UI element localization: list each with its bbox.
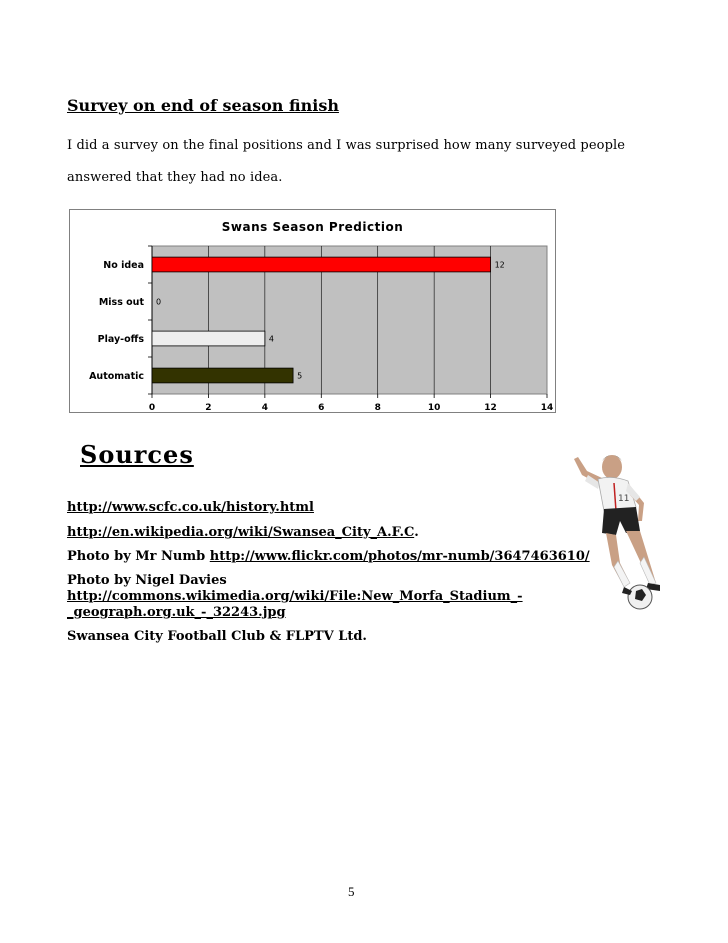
svg-text:11: 11 [618,494,630,504]
football-player-image [560,445,670,615]
source-credit: Swansea City Football Club & FLPTV Ltd. [67,629,367,644]
x-tick-label: 0 [148,403,156,412]
source-photo-mr-numb-prefix: Photo by Mr Numb [67,549,210,564]
source-link-wikipedia[interactable] [67,525,419,541]
x-tick-label: 12 [484,403,497,412]
data-label: 12 [494,260,505,270]
category-label: Play-offs [97,334,144,345]
category-label: No idea [103,260,144,271]
source-link-flickr[interactable]: http://www.flickr.com/photos/mr-numb/3647463610/ [209,549,590,564]
source-photo-nigel-davies: Photo by Nigel Davies [67,573,227,588]
x-tick-label: 2 [205,403,212,412]
page-number: 5 [348,884,355,899]
bar [152,331,265,346]
source-link-commons-text-1[interactable]: http://commons.wikimedia.org/wiki/File:New_Morfa_Stadium_- [67,589,523,604]
x-tick-label: 4 [261,403,268,412]
x-tick-label: 6 [318,403,325,412]
bar [152,257,491,272]
source-link-wikipedia-suffix: . [414,525,419,540]
survey-text-line-1: I did a survey on the final positions and I was surprised how many surveyed people [67,138,626,153]
source-link-scfc[interactable] [67,500,314,516]
source-photo-mr-numb [67,549,590,565]
category-label: Automatic [89,371,144,382]
source-link-wikipedia-text[interactable]: http://en.wikipedia.org/wiki/Swansea_City_A.F.C [67,525,415,540]
x-tick-label: 8 [374,403,381,412]
chart-title: Swans Season Prediction [221,220,404,234]
x-tick-label: 10 [427,403,441,412]
survey-text-line-2: answered that they had no idea. [67,170,283,185]
x-tick-label: 14 [540,403,554,412]
source-link-commons-line-2[interactable] [67,605,286,621]
data-label: 0 [156,297,162,307]
data-label: 5 [297,371,303,381]
bar [152,368,293,383]
sources-title: Sources [80,440,194,469]
source-link-commons-line-1[interactable] [67,589,523,605]
chart-plot [70,210,555,412]
survey-heading: Survey on end of season finish [67,96,339,115]
category-label: Miss out [98,297,144,308]
source-link-scfc-text[interactable]: http://www.scfc.co.uk/history.html [67,500,314,515]
chart [69,209,556,413]
source-link-commons-text-2[interactable]: _geograph.org.uk_-_32243.jpg [67,605,286,620]
data-label: 4 [268,334,274,344]
